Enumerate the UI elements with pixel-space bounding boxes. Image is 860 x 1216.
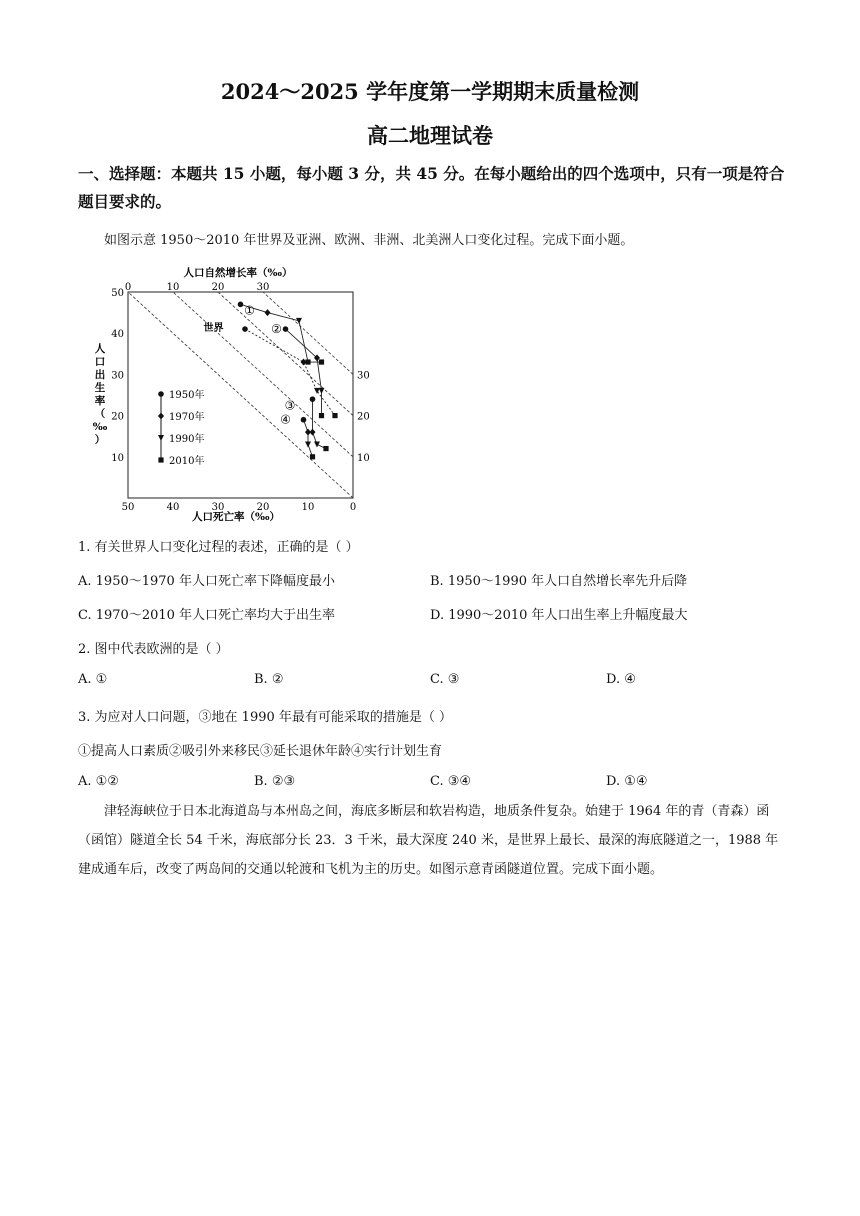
top-tick-label: 20: [211, 282, 225, 293]
marker-1950: [242, 326, 248, 332]
y-label-char: （: [94, 408, 106, 420]
series-label: ③: [284, 398, 296, 413]
chart-series: [204, 302, 338, 460]
marker-2010: [310, 454, 315, 459]
marker-2010: [319, 413, 324, 418]
question-3-option-c: C. ③④: [430, 774, 472, 789]
x-tick-label: 40: [166, 502, 180, 513]
y-label-char: 口: [94, 356, 106, 368]
top-tick-label: 0: [124, 282, 132, 293]
question-2-stem: 2. 图中代表欧洲的是（ ）: [78, 642, 229, 657]
marker-2010: [319, 359, 324, 364]
marker-1970: [265, 309, 271, 316]
marker-1950: [310, 396, 316, 402]
marker-1990: [314, 441, 320, 447]
y-label-char: 人: [94, 343, 106, 355]
y-tick-label: 10: [111, 452, 124, 464]
top-tick-label: 30: [256, 282, 270, 293]
y-label-char: 生: [94, 382, 106, 394]
y-tick-label: 40: [111, 329, 124, 341]
question-1-option-b: B. 1950～1990 年人口自然增长率先升后降: [430, 574, 688, 589]
series-label: ②: [271, 322, 282, 337]
x-tick-label: 50: [121, 502, 135, 513]
marker-1950: [158, 391, 164, 397]
series-label: ①: [244, 303, 255, 318]
y-axis-label: [93, 342, 108, 446]
question-1-option-c: C. 1970～2010 年人口死亡率均大于出生率: [78, 608, 336, 623]
marker-1950: [301, 417, 307, 423]
question-3-stem: 3. 为应对人口问题，③地在 1990 年最有可能采取的措施是（ ）: [78, 710, 453, 725]
question-1-option-d: D. 1990～2010 年人口出生率上升幅度最大: [430, 608, 688, 623]
question-3-option-d: D. ①④: [606, 774, 648, 789]
marker-1990: [305, 441, 311, 447]
y-tick-label: 30: [111, 370, 124, 382]
question-2-option-d: D. ④: [606, 672, 636, 687]
chart-legend: [158, 388, 204, 467]
marker-1950: [238, 302, 244, 308]
question-2-option-c: C. ③: [430, 672, 460, 687]
question-2-option-b: B. ②: [254, 672, 284, 687]
x-tick-label: 10: [301, 502, 315, 513]
series-4: [310, 396, 329, 451]
x-tick-label: 30: [211, 502, 225, 513]
series-line: [304, 420, 313, 457]
y-label-char: 出: [94, 369, 106, 381]
x-axis-label: 人口死亡率（‰）: [191, 511, 281, 523]
population-chart: [88, 262, 388, 524]
marker-1990: [314, 388, 320, 394]
question-3-option-b: B. ②③: [254, 774, 296, 789]
exam-title: 2024～2025 学年度第一学期期末质量检测: [220, 79, 640, 104]
marker-2010: [323, 446, 328, 451]
legend-label: 2010年: [169, 456, 205, 467]
chart-ticks: [111, 282, 369, 513]
top-tick-label: 10: [166, 282, 180, 293]
iso-line-10: [173, 292, 353, 457]
marker-1970: [305, 429, 311, 436]
y-label-char: ‰: [92, 421, 108, 433]
legend-label: 1950年: [169, 390, 205, 401]
y-label-char: 率: [94, 395, 106, 407]
section-heading: 一、选择题：本题共 15 小题，每小题 3 分，共 45 分。在每小题给出的四个选项中，只有一项是符合题目要求的。: [78, 164, 785, 211]
material-intro-2: 津轻海峡位于日本北海道岛与本州岛之间，海底多断层和软岩构造，地质条件复杂。始建于 1964 年的青（青森）函（函馆）隧道全长 54 千米，海底部分长 23．3 千米，最大深度 240 米，是世界上最长、最深的海底隧道之一，1988 年建成通车后，改变了两岛间的交通以轮渡和飞机为主的历史。如图示意青函隧道位置。完成下面小题。: [78, 804, 779, 877]
y-tick-label: 50: [111, 288, 124, 299]
question-3-option-a: A. ①②: [78, 774, 119, 789]
series-label: 世界: [203, 323, 224, 335]
question-1-option-a: A. 1950～1970 年人口死亡率下降幅度最小: [78, 574, 335, 589]
marker-1950: [283, 326, 289, 332]
legend-label: 1990年: [169, 434, 205, 445]
marker-2010: [332, 413, 337, 418]
right-tick-label: 30: [357, 370, 370, 382]
marker-1970: [158, 413, 164, 420]
question-2-option-a: A. ①: [78, 672, 108, 687]
legend-label: 1970年: [169, 412, 205, 423]
subject-title: 高二地理试卷: [367, 123, 493, 148]
x-tick-label: 20: [256, 502, 270, 513]
series-label: ④: [280, 412, 291, 427]
y-tick-label: 20: [111, 411, 124, 423]
x-tick-label: 0: [349, 502, 357, 513]
y-label-char: ）: [94, 434, 106, 446]
question-3-measures: ①提高人口素质②吸引外来移民③延长退休年龄④实行计划生育: [78, 744, 443, 759]
right-tick-label: 10: [357, 452, 370, 464]
material-intro-1: 如图示意 1950～2010 年世界及亚洲、欧洲、非洲、北美洲人口变化过程。完成下面小题。: [104, 233, 634, 248]
series-line: [313, 399, 327, 448]
marker-2010: [158, 457, 163, 462]
question-1-stem: 1. 有关世界人口变化过程的表述，正确的是（ ）: [78, 540, 359, 555]
right-tick-label: 20: [357, 411, 370, 423]
top-axis-label: 人口自然增长率（‰）: [183, 267, 293, 279]
iso-line-20: [218, 292, 353, 416]
marker-1990: [158, 435, 164, 441]
